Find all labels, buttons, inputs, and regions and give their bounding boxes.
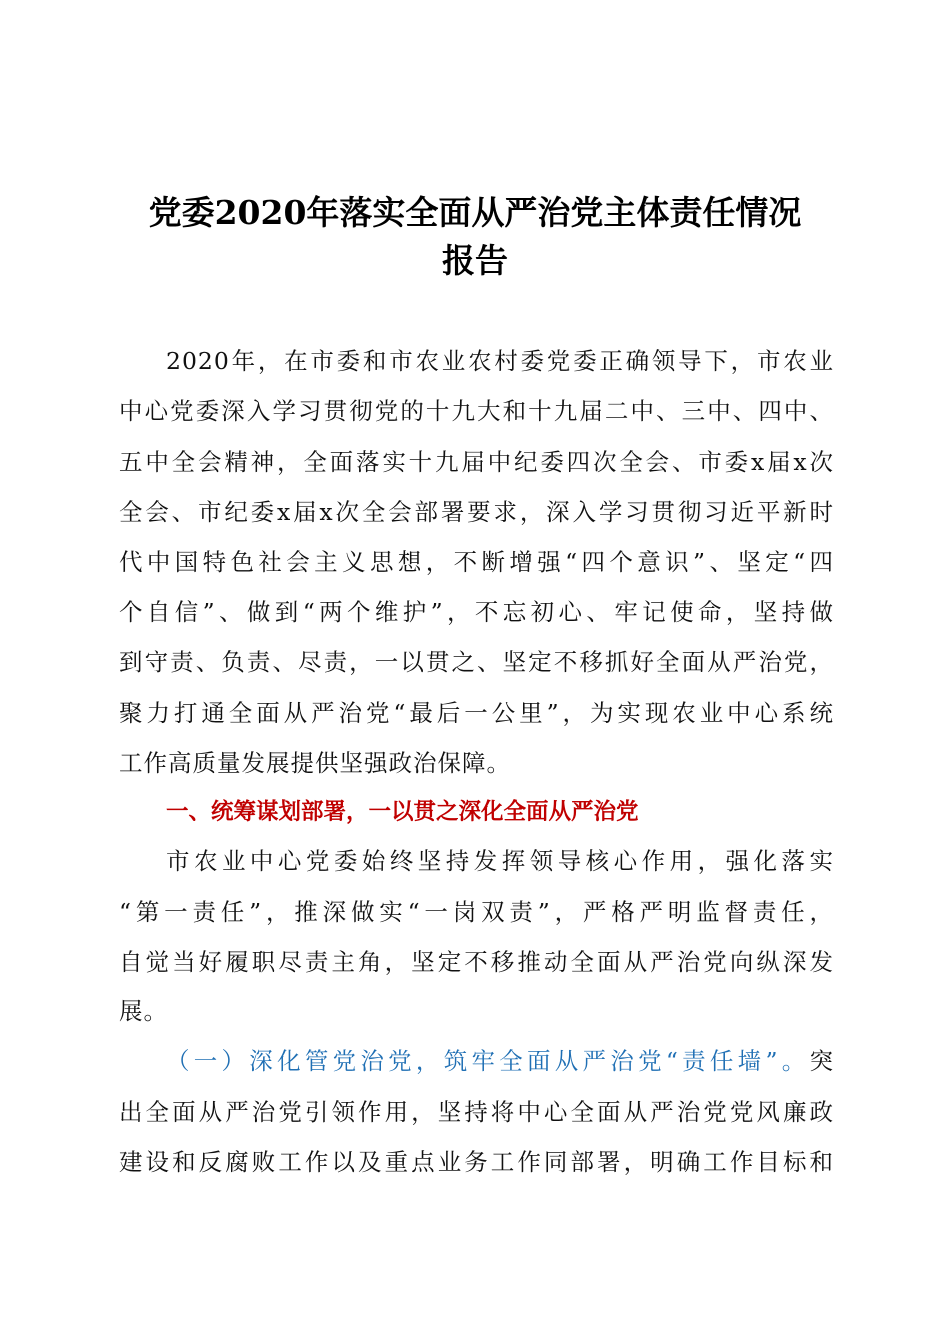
section1-line: 市农业中心党委始终坚持发挥领导核心作用，强化落实	[166, 847, 834, 875]
section1-line: 自觉当好履职尽责主角，坚定不移推动全面从严治党向纵深发	[119, 948, 834, 976]
document-title-line1: 党委2020年落实全面从严治党主体责任情况	[148, 193, 802, 232]
intro-line: 2020年，在市委和市农业农村委党委正确领导下，市农业	[166, 347, 834, 375]
intro-line: 代中国特色社会主义思想，不断增强“四个意识”、坚定“四	[119, 548, 834, 576]
sub1-first-tail: 突	[809, 1047, 834, 1075]
intro-line: 个自信”、做到“两个维护”，不忘初心、牢记使命，坚持做	[119, 598, 834, 626]
intro-line: 中心党委深入学习贯彻党的十九大和十九届二中、三中、四中、	[119, 397, 834, 425]
intro-line: 到守责、负责、尽责，一以贯之、坚定不移抓好全面从严治党，	[119, 648, 834, 676]
intro-line: 全会、市纪委x届x次全会部署要求，深入学习贯彻习近平新时	[119, 498, 834, 526]
sub1-heading: （一）深化管党治党，筑牢全面从严治党“责任墙”。	[166, 1047, 810, 1075]
document-title-line2: 报告	[442, 241, 508, 280]
section1-line: “第一责任”，推深做实“一岗双责”，严格严明监督责任，	[119, 898, 834, 926]
sub1-line: 建设和反腐败工作以及重点业务工作同部署，明确工作目标和	[119, 1148, 834, 1176]
section1-line: 展。	[119, 997, 168, 1025]
intro-line: 五中全会精神，全面落实十九届中纪委四次全会、市委x届x次	[119, 448, 834, 476]
section1-heading: 一、统筹谋划部署，一以贯之深化全面从严治党	[166, 799, 639, 825]
intro-line: 工作高质量发展提供坚强政治保障。	[119, 749, 511, 777]
sub1-line: 出全面从严治党引领作用，坚持将中心全面从严治党党风廉政	[119, 1098, 834, 1126]
sub1-first-line	[166, 1046, 834, 1076]
intro-line: 聚力打通全面从严治党“最后一公里”，为实现农业中心系统	[119, 699, 834, 727]
